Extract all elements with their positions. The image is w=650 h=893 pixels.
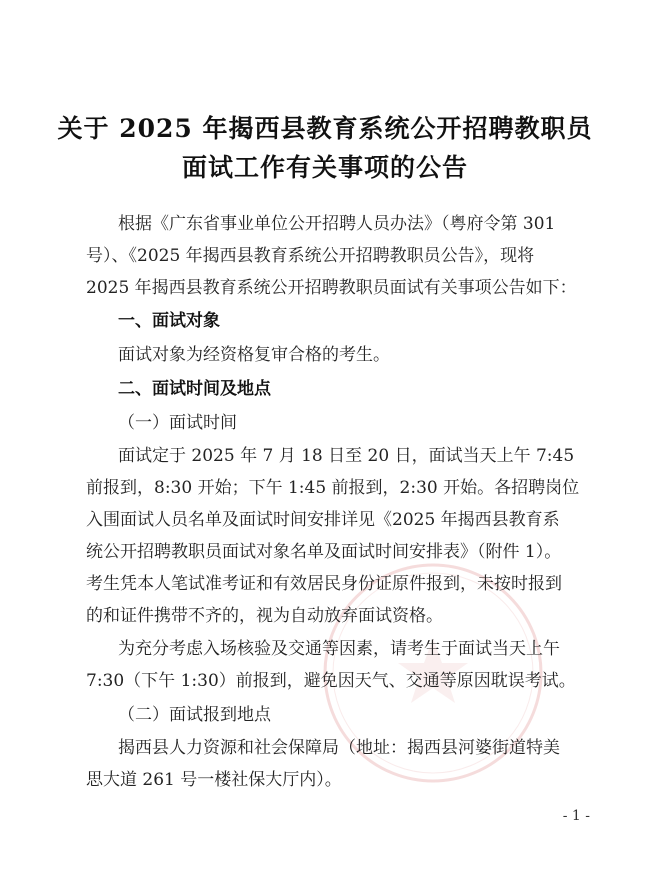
intro-line-3: 2025 年揭西县教育系统公开招聘教职员面试有关事项公告如下： — [86, 278, 577, 298]
subsection-1-heading: （一）面试时间 — [118, 413, 237, 433]
arrival-paragraph-line-2: 7:30（下午 1:30）前报到，避免因天气、交通等原因耽误考试。 — [86, 671, 576, 691]
time-paragraph-line-1: 面试定于 2025 年 7 月 18 日至 20 日，面试当天上午 7:45 — [118, 446, 575, 466]
section-2-heading: 二、面试时间及地点 — [118, 379, 271, 399]
time-paragraph-line-3: 入围面试人员名单及面试时间安排详见《2025 年揭西县教育系 — [86, 510, 560, 530]
page-title-line-2: 面试工作有关事项的公告 — [181, 153, 468, 182]
intro-line-1: 根据《广东省事业单位公开招聘人员办法》（粤府令第 301 — [118, 214, 556, 234]
section-1-heading: 一、面试对象 — [118, 311, 220, 331]
location-line-1: 揭西县人力资源和社会保障局（地址：揭西县河婆街道特美 — [118, 738, 560, 758]
page-number: - 1 - — [562, 808, 590, 824]
time-paragraph-line-6: 的和证件携带不齐的，视为自动放弃面试资格。 — [86, 606, 443, 626]
arrival-paragraph-line-1: 为充分考虑入场核验及交通等因素，请考生于面试当天上午 — [118, 639, 560, 659]
time-paragraph-line-2: 前报到，8:30 开始；下午 1:45 前报到，2:30 开始。各招聘岗位 — [86, 478, 580, 498]
subsection-2-heading: （二）面试报到地点 — [118, 705, 271, 725]
location-line-2: 思大道 261 号一楼社保大厅内）。 — [86, 770, 342, 790]
page-title-line-1: 关于 2025 年揭西县教育系统公开招聘教职员 — [57, 114, 593, 143]
time-paragraph-line-4: 统公开招聘教职员面试对象名单及面试时间安排表》（附件 1）。 — [86, 542, 562, 562]
intro-line-2: 号）、《2025 年揭西县教育系统公开招聘教职员公告》，现将 — [86, 246, 535, 266]
section-1-text: 面试对象为经资格复审合格的考生。 — [118, 345, 390, 365]
time-paragraph-line-5: 考生凭本人笔试准考证和有效居民身份证原件报到，未按时报到 — [86, 574, 562, 594]
